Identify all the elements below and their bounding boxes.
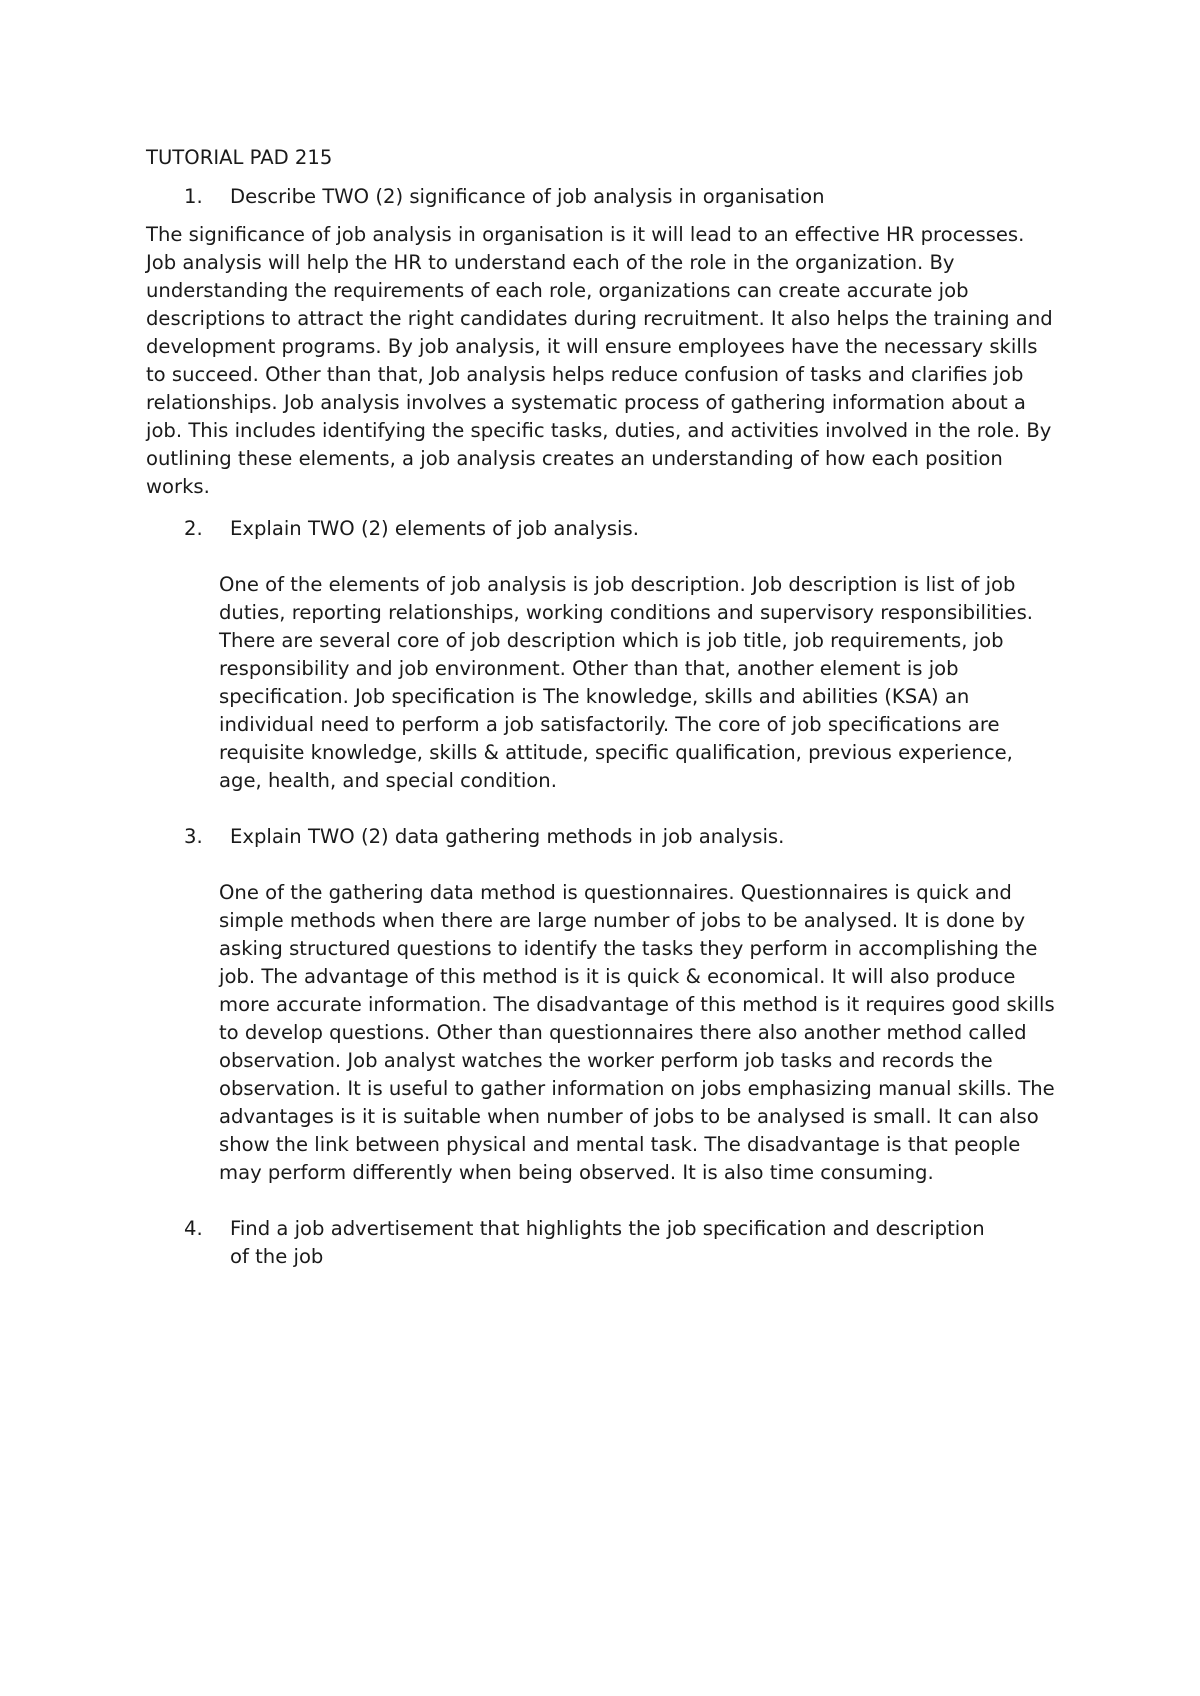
question-number: 2. — [184, 517, 203, 540]
answer-2: One of the elements of job analysis is job description. Job description is list of job duties, reporting relationships, working conditions and supervisory responsibilities. There are several core of job description which is job title, job requirements, job responsibility and job environment. Other than that, another element is job specification. Job specification is The knowledge, skills and abilities (KSA) an individual need to perform a job satisfactorily. The core of job specifications are requisite knowledge, skills & attitude, specific qualification, previous experience, age, health, and special condition. — [219, 573, 1034, 792]
question-1 — [146, 183, 1070, 211]
question-2 — [146, 515, 1070, 543]
question-4 — [146, 1215, 1070, 1271]
document-title: TUTORIAL PAD 215 — [146, 146, 333, 169]
question-prompt: Describe TWO (2) significance of job analysis in organisation — [230, 185, 825, 208]
answer-3: One of the gathering data method is questionnaires. Questionnaires is quick and simple methods when there are large number of jobs to be analysed. It is done by asking structured questions to identify the tasks they perform in accomplishing the job. The advantage of this method is it is quick & economical. It will also produce more accurate information. The disadvantage of this method is it requires good skills to develop questions. Other than questionnaires there also another method called observation. Job analyst watches the worker perform job tasks and records the observation. It is useful to gather information on jobs emphasizing manual skills. The advantages is it is suitable when number of jobs to be analysed is small. It can also show the link between physical and mental task. The disadvantage is that people may perform differently when being observed. It is also time consuming. — [219, 881, 1055, 1184]
question-number: 4. — [184, 1217, 203, 1240]
question-number: 1. — [184, 185, 203, 208]
question-prompt: Explain TWO (2) elements of job analysis. — [230, 517, 639, 540]
answer-1: The significance of job analysis in organisation is it will lead to an effective HR processes. Job analysis will help the HR to understand each of the role in the organization. By understanding the requirements of each role, organizations can create accurate job descriptions to attract the right candidates during recruitment. It also helps the training and development programs. By job analysis, it will ensure employees have the necessary skills to succeed. Other than that, Job analysis helps reduce confusion of tasks and clarifies job relationships. Job analysis involves a systematic process of gathering information about a job. This includes identifying the specific tasks, duties, and activities involved in the role. By outlining these elements, a job analysis creates an understanding of how each position works. — [146, 223, 1053, 498]
question-number: 3. — [184, 825, 203, 848]
question-prompt: Explain TWO (2) data gathering methods in job analysis. — [230, 825, 785, 848]
question-prompt: Find a job advertisement that highlights the job specification and description of the job — [230, 1217, 985, 1268]
question-3 — [146, 823, 1070, 851]
